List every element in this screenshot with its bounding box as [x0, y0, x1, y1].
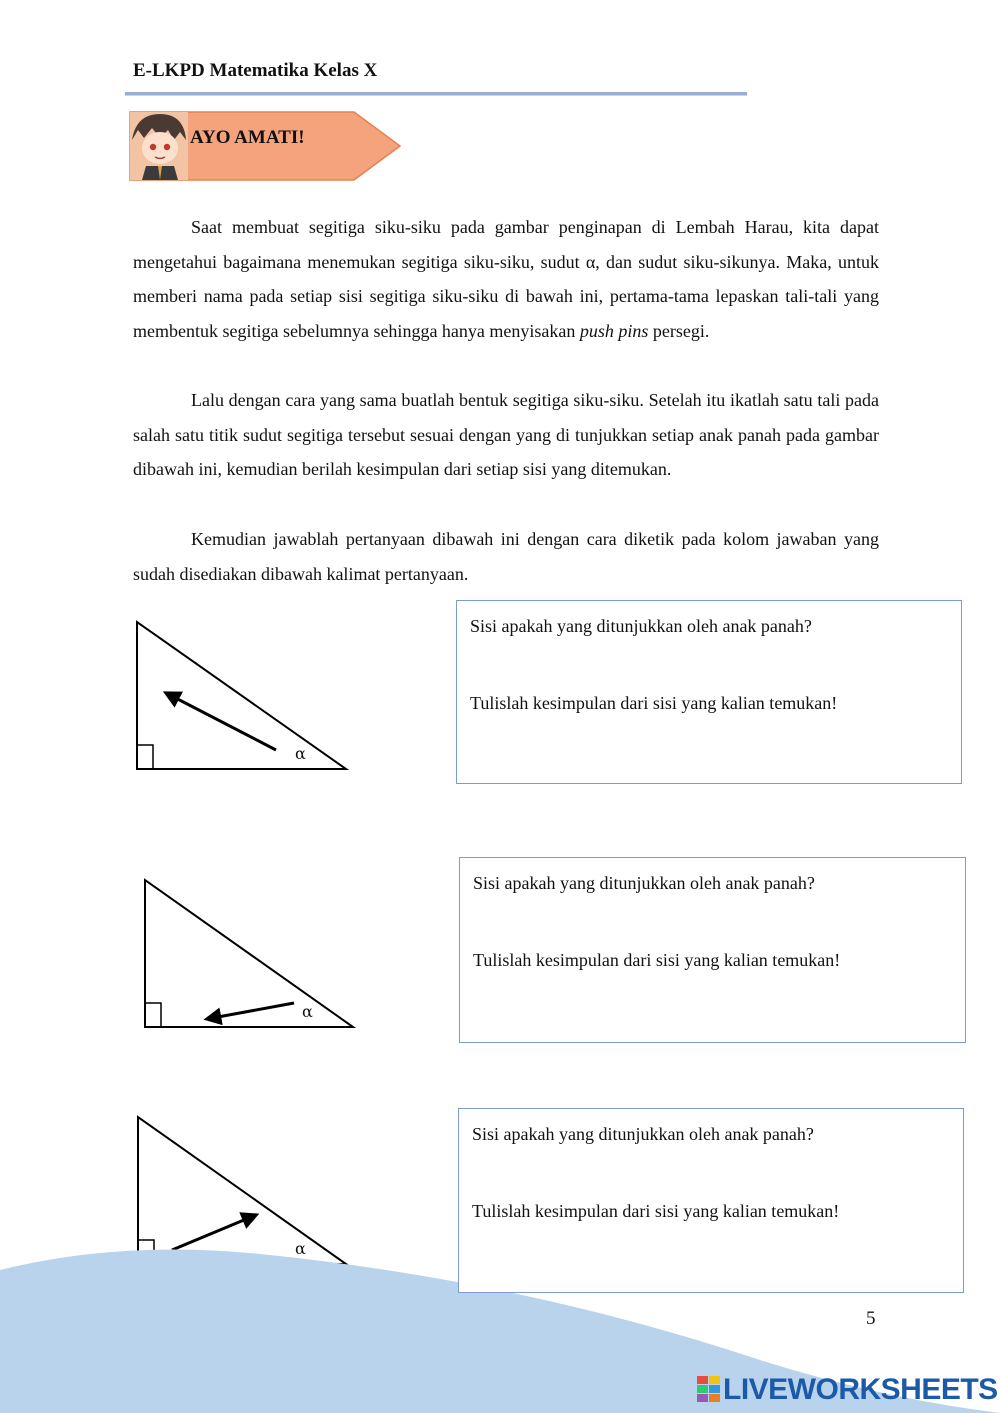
banner-label: AYO AMATI! [190, 127, 305, 148]
conclusion-prompt-2: Tulislah kesimpulan dari sisi yang kalian temukan! [473, 950, 841, 970]
answer-box-2[interactable] [459, 857, 966, 1043]
answer-box-1[interactable] [456, 600, 962, 784]
instruction-paragraph-text: Lalu dengan cara yang sama buatlah bentuk segitiga siku-siku. Setelah itu ikatlah satu tali pada salah satu titik sudut segitiga tersebut sesuai dengan yang di tunjukkan setiap anak panah pada gambar dibawah ini, kemudian berilah kesimpulan dari setiap sisi yang ditemukan. [133, 390, 879, 480]
arrow-1-icon [166, 693, 276, 750]
liveworksheets-brand-text: LIVEWORKSHEETS [723, 1373, 998, 1406]
intro-paragraph-lead: Saat membuat segitiga siku-siku pada gambar penginapan di Lembah Harau, kita dapat mengetahui bagaimana menemukan segitiga siku-siku, sudut α, dan sudut siku-sikunya. Maka, untuk memberi nama pada setiap sisi segitiga siku-siku di bawah ini, pertama-tama lepaskan tali-tali yang membentuk segitiga sebelumnya sehingga hanya menyisakan [133, 217, 879, 342]
angle-alpha-label-1: α [295, 744, 306, 763]
answer-instruction-paragraph [133, 522, 879, 591]
push-pins-term: push pins [579, 321, 649, 342]
angle-alpha-label-2: α [302, 1002, 313, 1021]
question-1: Sisi apakah yang ditunjukkan oleh anak panah? [470, 616, 812, 636]
student-avatar-icon [130, 112, 188, 180]
conclusion-prompt-3: Tulislah kesimpulan dari sisi yang kalian temukan! [472, 1201, 840, 1221]
intro-paragraph-tail: persegi. [648, 321, 710, 342]
arrow-2-icon [207, 1003, 294, 1019]
answer-instruction-text: Kemudian jawablah pertanyaan dibawah ini dengan cara diketik pada kolom jawaban yang sudah disediakan dibawah kalimat pertanyaan. [133, 529, 879, 584]
conclusion-prompt-1: Tulislah kesimpulan dari sisi yang kalian temukan! [470, 693, 838, 713]
answer-box-3[interactable] [458, 1108, 964, 1293]
header-divider [125, 92, 747, 96]
page-number: 5 [866, 1308, 876, 1329]
question-2: Sisi apakah yang ditunjukkan oleh anak panah? [473, 873, 815, 893]
angle-alpha-label-3: α [295, 1239, 306, 1258]
triangle-2 [145, 880, 353, 1027]
triangle-1 [137, 622, 346, 769]
liveworksheets-logo-icon [697, 1376, 721, 1408]
instruction-paragraph [133, 383, 879, 487]
question-3: Sisi apakah yang ditunjukkan oleh anak panah? [472, 1124, 814, 1144]
intro-paragraph [133, 210, 879, 349]
header-title: E-LKPD Matematika Kelas X [133, 60, 378, 81]
